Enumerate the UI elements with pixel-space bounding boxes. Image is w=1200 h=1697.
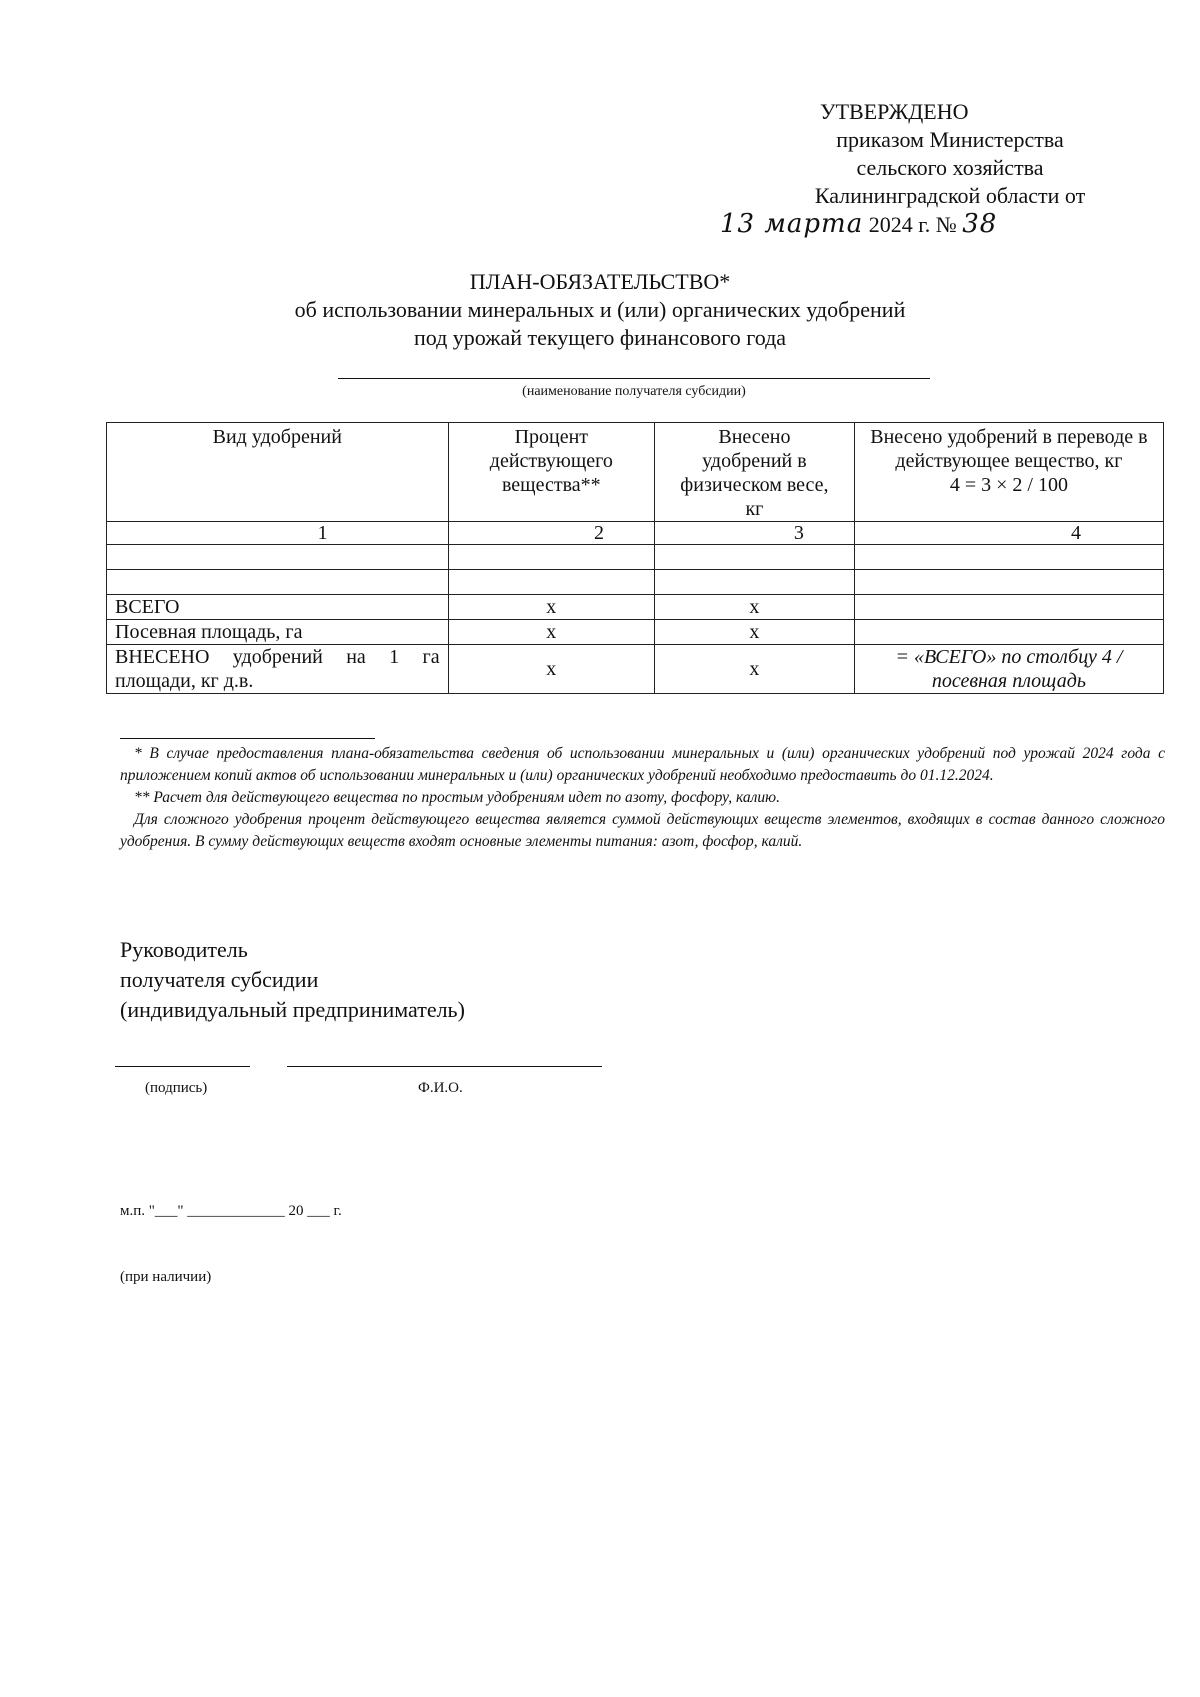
table-cell: х <box>448 595 654 620</box>
header-active-percent: Процент действующего вещества** <box>448 423 654 522</box>
title-line-3: под урожай текущего финансового года <box>413 325 787 350</box>
approval-line-4: Калининградской области от <box>814 183 1086 208</box>
table-cell: х <box>448 645 654 694</box>
table-cell[interactable] <box>854 570 1163 595</box>
footnotes <box>120 743 1165 853</box>
column-number: 1 <box>107 522 449 545</box>
footnote-divider <box>120 738 375 739</box>
stamp-date-block <box>120 1156 342 1310</box>
table-cell[interactable] <box>448 545 654 570</box>
signatory-line-2: получателя субсидии <box>120 967 319 992</box>
fertilizer-table <box>106 422 1164 694</box>
table-cell[interactable] <box>107 570 449 595</box>
table-cell: х <box>448 620 654 645</box>
signatory-line-1: Руководитель <box>120 937 248 962</box>
table-cell: х <box>655 620 855 645</box>
title-line-1: ПЛАН-ОБЯЗАТЕЛЬСТВО* <box>469 269 731 294</box>
table-cell: х <box>655 645 855 694</box>
stamp-date-line[interactable]: м.п. "___" _____________ 20 ___ г. <box>120 1203 342 1219</box>
row-label: ВНЕСЕНО удобрений на 1 га площади, кг д.в. <box>107 645 449 694</box>
table-header-row <box>107 423 1164 522</box>
signatory-block <box>120 935 465 1025</box>
approval-date-line <box>720 210 1140 239</box>
header-formula: 4 = 3 × 2 / 100 <box>949 474 1068 496</box>
document-title <box>0 268 1200 352</box>
footnote-2: ** Расчет для действующего вещества по простым удобрениям идет по азоту, фосфору, калию. <box>134 789 780 806</box>
signatory-line-3: (индивидуальный предприниматель) <box>120 997 465 1022</box>
table-cell[interactable] <box>655 570 855 595</box>
table-cell[interactable] <box>107 545 449 570</box>
approval-year: 2024 г. № <box>868 212 957 237</box>
header-physical-weight: Внесено удобрений в физическом весе, кг <box>655 423 855 522</box>
approval-heading: УТВЕРЖДЕНО <box>820 99 969 124</box>
signature-field[interactable] <box>115 1066 250 1067</box>
table-cell[interactable] <box>854 620 1163 645</box>
stamp-caption: (при наличии) <box>120 1269 212 1285</box>
handwritten-number: 38 <box>962 209 998 239</box>
formula-cell: = «ВСЕГО» по столбцу 4 / посевная площадь <box>854 645 1163 694</box>
full-name-field[interactable] <box>287 1066 602 1067</box>
table-row-empty <box>107 545 1164 570</box>
recipient-caption: (наименование получателя субсидии) <box>522 384 746 399</box>
table-row-empty <box>107 570 1164 595</box>
footnote-3: Для сложного удобрения процент действующего вещества является суммой действующих веществ элементов, входящих в состав данного сложного удобрения. В сумму действующих веществ входят основные элементы питания: азот, фосфор, калий. <box>120 811 1165 850</box>
header-active-substance: Внесено удобрений в переводе в действующее вещество, кг 4 = 3 × 2 / 100 <box>854 423 1163 522</box>
handwritten-date: 13 марта <box>720 209 864 239</box>
footnote-1: * В случае предоставления плана-обязательства сведения об использовании минеральных и (или) органических удобрений под урожай 2024 года с приложением копий актов об использовании минеральных и (или) органических удобрений необходимо предоставить до 01.12.2024. <box>120 745 1165 784</box>
approval-block <box>720 98 1140 239</box>
table-cell[interactable] <box>854 595 1163 620</box>
full-name-caption: Ф.И.О. <box>418 1080 463 1096</box>
signature-caption: (подпись) <box>145 1080 208 1096</box>
table-cell[interactable] <box>448 570 654 595</box>
table-cell: х <box>655 595 855 620</box>
table-row-area <box>107 620 1164 645</box>
column-number-row <box>107 522 1164 545</box>
row-label: ВСЕГО <box>107 595 449 620</box>
column-number: 2 <box>448 522 654 545</box>
table-row-per-hectare <box>107 645 1164 694</box>
row-label: Посевная площадь, га <box>107 620 449 645</box>
title-line-2: об использовании минеральных и (или) органических удобрений <box>294 297 906 322</box>
column-number: 4 <box>854 522 1163 545</box>
header-fertilizer-type: Вид удобрений <box>107 423 449 522</box>
approval-line-2: приказом Министерства <box>836 127 1064 152</box>
table-row-total <box>107 595 1164 620</box>
table-cell[interactable] <box>655 545 855 570</box>
recipient-name-line <box>338 378 930 379</box>
table-cell[interactable] <box>854 545 1163 570</box>
column-number: 3 <box>655 522 855 545</box>
approval-line-3: сельского хозяйства <box>856 155 1044 180</box>
